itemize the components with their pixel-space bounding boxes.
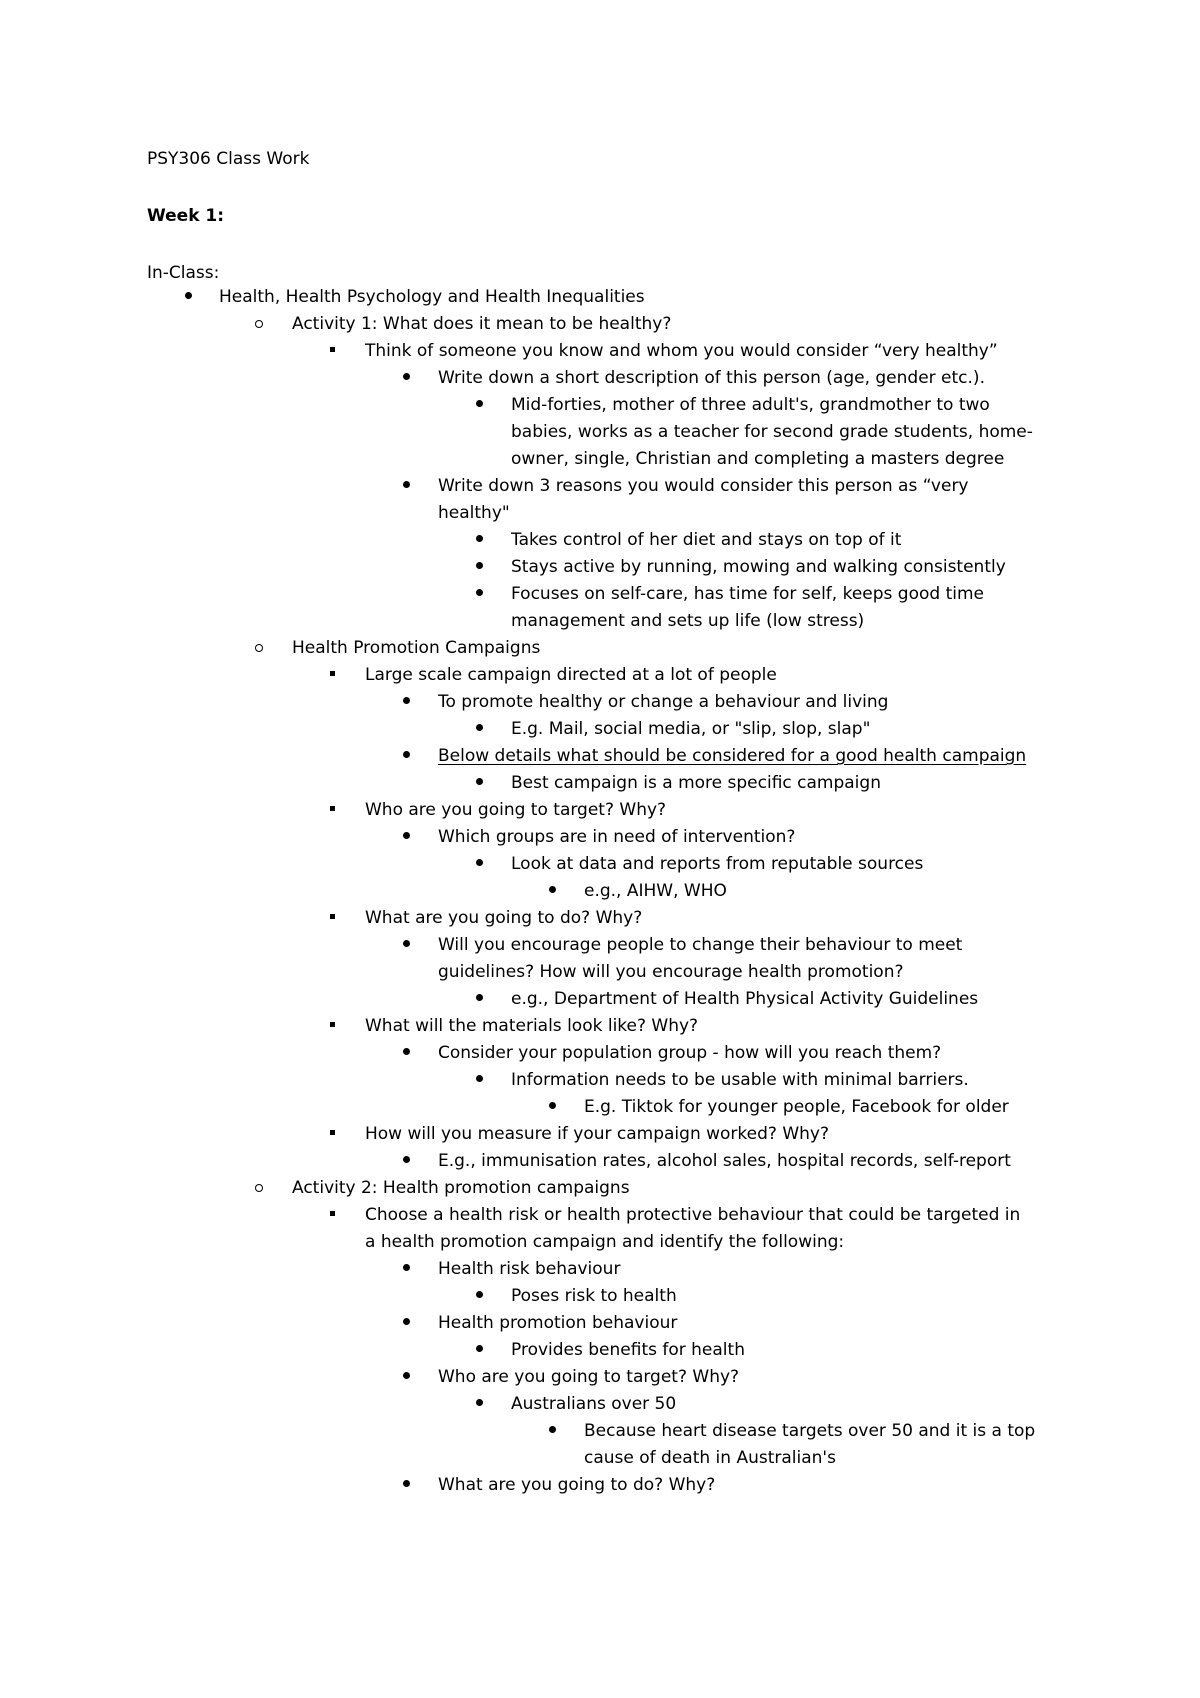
bullet-dot: [476, 589, 483, 596]
list-item: e.g., Department of Health Physical Activity Guidelines: [511, 989, 979, 1009]
bullet-dot: [403, 1480, 410, 1487]
list-item: E.g. Tiktok for younger people, Facebook for older: [584, 1097, 1009, 1117]
list-item: Poses risk to health: [511, 1286, 677, 1306]
list-item: Activity 1: What does it mean to be healthy?: [292, 314, 672, 334]
list-item-continued: owner, single, Christian and completing a masters degree: [511, 449, 1005, 469]
bullet-dot: [403, 1264, 410, 1271]
bullet-dot: [403, 832, 410, 839]
list-item: Choose a health risk or health protective behaviour that could be targeted in: [365, 1205, 1021, 1225]
list-item: Health risk behaviour: [438, 1259, 621, 1279]
bullet-dot: [476, 400, 483, 407]
list-item: Who are you going to target? Why?: [365, 800, 667, 820]
list-item: Information needs to be usable with minimal barriers.: [511, 1070, 969, 1090]
list-item: Provides benefits for health: [511, 1340, 745, 1360]
list-item-continued: management and sets up life (low stress): [511, 611, 865, 631]
list-item: Focuses on self-care, has time for self, keeps good time: [511, 584, 985, 604]
bullet-circle: [255, 644, 263, 652]
list-item: e.g., AIHW, WHO: [584, 881, 727, 901]
bullet-dot: [476, 1345, 483, 1352]
list-item: Think of someone you know and whom you would consider “very healthy”: [365, 341, 998, 361]
bullet-dot: [476, 562, 483, 569]
list-item: Health, Health Psychology and Health Inequalities: [219, 287, 645, 307]
bullet-dot: [549, 886, 556, 893]
bullet-square: [330, 671, 335, 676]
bullet-dot: [403, 1372, 410, 1379]
bullet-dot: [403, 940, 410, 947]
list-item: Australians over 50: [511, 1394, 677, 1414]
list-item-continued: babies, works as a teacher for second grade students, home-: [511, 422, 1033, 442]
bullet-dot: [403, 1156, 410, 1163]
list-item-continued: a health promotion campaign and identify the following:: [365, 1232, 845, 1252]
list-item: Takes control of her diet and stays on top of it: [511, 530, 902, 550]
list-item: Because heart disease targets over 50 and it is a top: [584, 1421, 1036, 1441]
bullet-dot: [476, 724, 483, 731]
bullet-dot: [403, 1048, 410, 1055]
bullet-square: [330, 1130, 335, 1135]
list-item: What will the materials look like? Why?: [365, 1016, 699, 1036]
list-item: Who are you going to target? Why?: [438, 1367, 740, 1387]
bullet-dot: [476, 1291, 483, 1298]
bullet-dot: [476, 994, 483, 1001]
list-item-continued: guidelines? How will you encourage health promotion?: [438, 962, 904, 982]
bullet-dot: [476, 778, 483, 785]
list-item: Write down 3 reasons you would consider this person as “very: [438, 476, 969, 496]
bullet-dot: [403, 697, 410, 704]
bullet-circle: [255, 320, 263, 328]
list-item: E.g. Mail, social media, or "slip, slop, slap": [511, 719, 871, 739]
bullet-square: [330, 347, 335, 352]
list-item: Health promotion behaviour: [438, 1313, 678, 1333]
bullet-square: [330, 806, 335, 811]
bullet-dot: [403, 373, 410, 380]
bullet-dot: [476, 1399, 483, 1406]
list-item: To promote healthy or change a behaviour and living: [438, 692, 889, 712]
bullet-dot: [476, 859, 483, 866]
list-item: Which groups are in need of intervention?: [438, 827, 796, 847]
bullet-square: [330, 914, 335, 919]
list-item-continued: healthy": [438, 503, 510, 523]
list-item: E.g., immunisation rates, alcohol sales, hospital records, self-report: [438, 1151, 1011, 1171]
list-item: What are you going to do? Why?: [438, 1475, 716, 1495]
list-item: Consider your population group - how will you reach them?: [438, 1043, 942, 1063]
bullet-dot: [403, 751, 410, 758]
bullet-circle: [255, 1184, 263, 1192]
bullet-square: [330, 1022, 335, 1027]
list-item: How will you measure if your campaign worked? Why?: [365, 1124, 829, 1144]
list-item: Mid-forties, mother of three adult's, grandmother to two: [511, 395, 990, 415]
bullet-dot: [549, 1102, 556, 1109]
list-item: Write down a short description of this person (age, gender etc.).: [438, 368, 985, 388]
bullet-dot: [549, 1426, 556, 1433]
bullet-dot: [403, 1318, 410, 1325]
list-item: Will you encourage people to change their behaviour to meet: [438, 935, 963, 955]
list-item: Health Promotion Campaigns: [292, 638, 541, 658]
list-item: Stays active by running, mowing and walking consistently: [511, 557, 1006, 577]
list-item-underlined: Below details what should be considered for a good health campaign: [438, 746, 1027, 766]
list-item: Large scale campaign directed at a lot of people: [365, 665, 777, 685]
section-label: In-Class:: [147, 263, 220, 283]
list-item-continued: cause of death in Australian's: [584, 1448, 836, 1468]
list-item: Look at data and reports from reputable sources: [511, 854, 924, 874]
list-item: Activity 2: Health promotion campaigns: [292, 1178, 630, 1198]
bullet-dot: [476, 535, 483, 542]
bullet-square: [330, 1211, 335, 1216]
list-item: What are you going to do? Why?: [365, 908, 643, 928]
bullet-dot: [476, 1075, 483, 1082]
week-heading: Week 1:: [147, 206, 225, 226]
bullet-dot: [185, 292, 192, 299]
list-item: Best campaign is a more specific campaign: [511, 773, 881, 793]
document-title: PSY306 Class Work: [147, 149, 310, 169]
bullet-dot: [403, 481, 410, 488]
